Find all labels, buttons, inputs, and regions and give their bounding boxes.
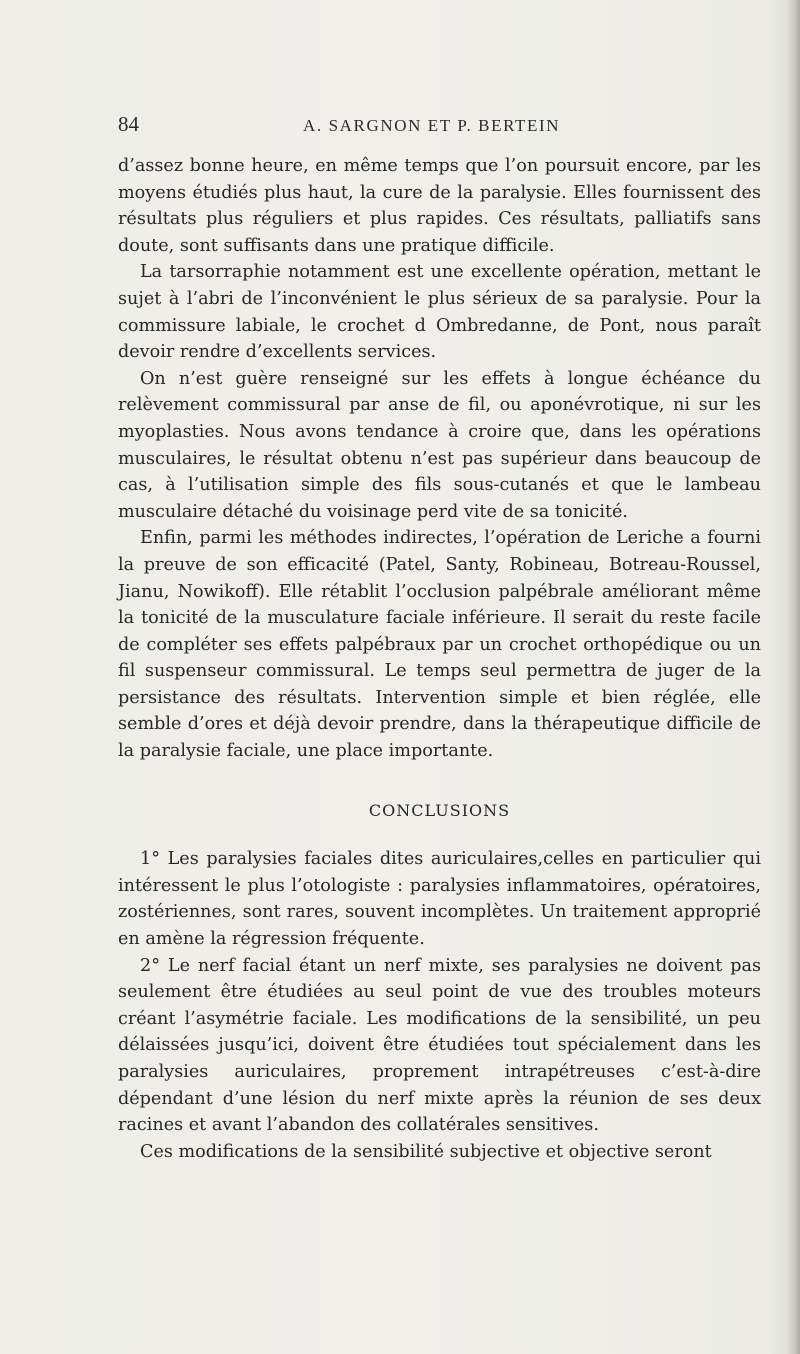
paragraph: Ces modifications de la sensibilité subjective et objective seront	[140, 1141, 712, 1162]
section-title: CONCLUSIONS	[368, 800, 511, 820]
body-text	[118, 153, 761, 1165]
paragraph: d’assez bonne heure, en même temps que l’on poursuit encore, par les moyens étudiés plus haut, la cure de la paralysie. Elles fournissent des résultats plus réguliers et plus rapides. Ces résultats, palliatifs sans doute, sont suffisants dans une pratique difficile.	[118, 156, 761, 256]
paragraph: Enfin, parmi les méthodes indirectes, l’opération de Leriche a fourni la preuve de son efficacité (Patel, Santy, Robineau, Botreau-Roussel, Jianu, Nowikoff). Elle rétablit l’occlusion palpébrale améliorant même la tonicité de la musculature faciale inférieure. Il serait du reste facile de compléter ses effets palpébraux par un crochet orthopédique ou un fil suspenseur commissural. Le temps seul permettra de juger de la persistance des résultats. Intervention simple et bien réglée, elle semble d’ores et déjà devoir prendre, dans la thérapeutique difficile de la paralysie faciale, une place importante.	[118, 528, 761, 762]
page-header	[118, 112, 758, 144]
paragraph: La tarsorraphie notamment est une excellente opération, mettant le sujet à l’abri de l’inconvénient le plus sérieux de sa paralysie. Pour la commissure labiale, le crochet d Ombredanne, de Pont, nous paraît devoir rendre d’excellents services.	[118, 262, 761, 363]
page-edge-shadow	[786, 0, 800, 1354]
paragraph: 2° Le nerf facial étant un nerf mixte, ses paralysies ne doivent pas seulement être étudiées au seul point de vue des troubles moteurs créant l’asymétrie faciale. Les modifications de la sensibilité, un peu délaissées jusqu’ici, doivent être étudiées tout spécialement dans les paralysies auriculaires, proprement intrapétreuses c’est-à-dire dépendant d’une lésion du nerf mixte après la réunion de ses deux racines et avant l’abandon des collatérales sensitives.	[118, 955, 761, 1136]
paragraph: 1° Les paralysies faciales dites auriculaires,celles en particulier qui intéressent le plus l’otologiste : paralysies inflammatoires, opératoires, zostériennes, sont rares, souvent incomplètes. Un traitement approprié en amène la régression fréquente.	[118, 849, 761, 950]
page-number: 84	[118, 112, 139, 136]
running-head: A. SARGNON ET P. BERTEIN	[303, 116, 561, 135]
paragraph: On n’est guère renseigné sur les effets à longue échéance du relèvement commissural par anse de fil, ou aponévrotique, ni sur les myoplasties. Nous avons tendance à croire que, dans les opérations musculaires, le résultat obtenu n’est pas supérieur dans beaucoup de cas, à l’utilisation simple des fils sous-cutanés et que le lambeau musculaire détaché du voisinage perd vite de sa tonicité.	[118, 368, 761, 522]
